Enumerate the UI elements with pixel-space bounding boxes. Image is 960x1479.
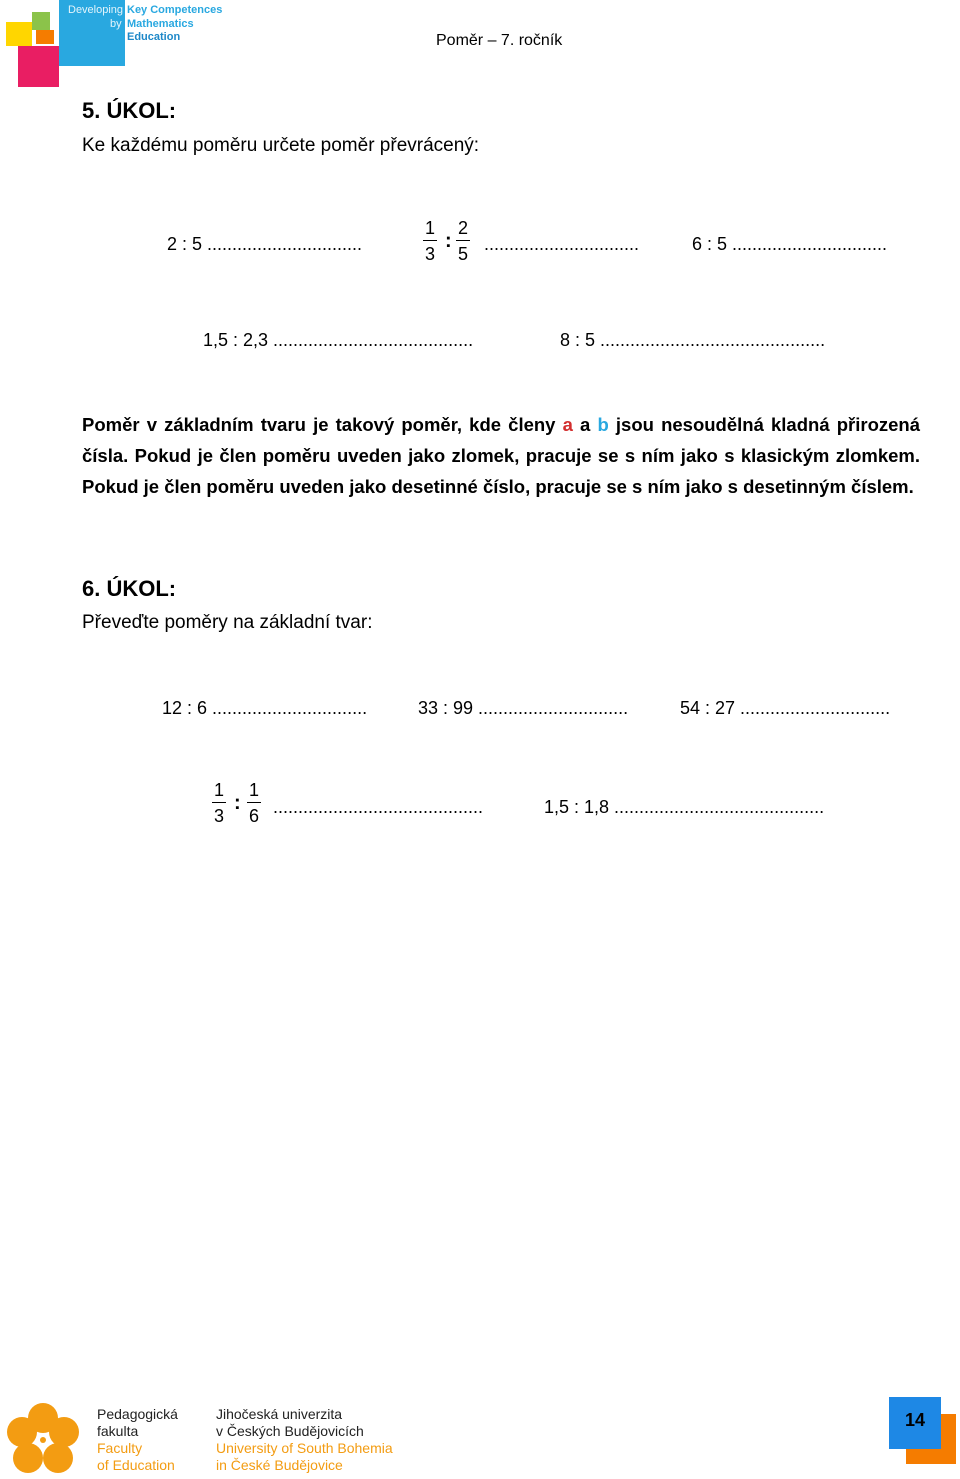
logo-orange-square [36, 30, 54, 44]
fraction-denominator: 3 [214, 806, 225, 826]
definition-paragraph [82, 409, 920, 502]
footer-uni-en-2: in České Budějovice [216, 1457, 343, 1473]
fraction-denominator: 5 [458, 244, 469, 264]
footer-faculty-cz-2: fakulta [97, 1423, 139, 1439]
fraction-numerator: 2 [456, 217, 470, 241]
task6-item-3: 54 : 27 .............................. [680, 698, 891, 718]
task6-heading: 6. ÚKOL: [82, 576, 177, 601]
task5-instruction: Ke každému poměru určete poměr převrácený: [82, 135, 480, 156]
task5-item2-fraction-2 [456, 217, 470, 265]
paragraph-mid: a [572, 414, 598, 435]
fraction-denominator: 3 [425, 244, 436, 264]
logo-red-square [18, 46, 59, 87]
logo-text-education: Education [127, 31, 181, 43]
fraction-numerator: 1 [212, 779, 226, 803]
fraction-denominator: 6 [249, 806, 260, 826]
footer-faculty-cz-1: Pedagogická [97, 1406, 178, 1422]
logo-text-math: Mathematics [127, 18, 194, 30]
footer-uni-cz-1: Jihočeská univerzita [216, 1406, 343, 1422]
task5-item2-fraction-1 [423, 217, 437, 265]
header-title: Poměr – 7. ročník [436, 32, 563, 49]
paragraph-part-2: jsou nesoudělná kladná přirozená čísla. Pokud je člen poměru uveden jako zlomek, pracuje se s ním jako s klasickým zlomkem. Pokud je člen poměru uveden jako desetinné číslo, pracuje se s ním jako s desetinným číslem. [82, 414, 921, 497]
task6-item4-fraction-2 [247, 779, 261, 827]
paragraph-part-1: Poměr v základním tvaru je takový poměr, kde členy [82, 414, 563, 435]
task5-item-5: 8 : 5 ............................................. [560, 330, 826, 350]
paragraph-letter-b: b [597, 414, 609, 435]
task5-item2-dots: ............................... [484, 234, 640, 254]
task5-item-1: 2 : 5 ............................... [167, 234, 363, 254]
task6-item-1: 12 : 6 ............................... [162, 698, 368, 718]
task6-item4-fraction-1 [212, 779, 226, 827]
paragraph-letter-a: a [562, 414, 573, 435]
footer-uni-cz-2: v Českých Budějovicích [216, 1423, 364, 1439]
task6-item4-dots: .......................................... [273, 797, 484, 817]
page-number: 14 [889, 1397, 941, 1449]
task5-item-4: 1,5 : 2,3 ........................................ [203, 330, 474, 350]
logo-yellow-square [6, 22, 32, 46]
task6-item-2: 33 : 99 .............................. [418, 698, 629, 718]
logo-text-key: Key Competences [127, 4, 223, 16]
fraction-numerator: 1 [247, 779, 261, 803]
task5-item2-colon: : [445, 230, 452, 252]
footer-uni-en-1: University of South Bohemia [216, 1440, 393, 1456]
task6-instruction: Převeďte poměry na základní tvar: [82, 612, 373, 633]
task5-item-3: 6 : 5 ............................... [692, 234, 888, 254]
logo-text-by: by [110, 18, 122, 30]
faculty-flower-logo-icon [2, 1400, 84, 1478]
fraction-numerator: 1 [423, 217, 437, 241]
task6-item4-colon: : [234, 792, 241, 814]
footer-faculty-en-2: of Education [97, 1457, 175, 1473]
task6-item-5: 1,5 : 1,8 .......................................... [544, 797, 825, 817]
task5-heading: 5. ÚKOL: [82, 98, 177, 123]
logo-text-developing: Developing [68, 4, 124, 16]
footer-faculty-en-1: Faculty [97, 1440, 143, 1456]
logo-green-square [32, 12, 50, 30]
